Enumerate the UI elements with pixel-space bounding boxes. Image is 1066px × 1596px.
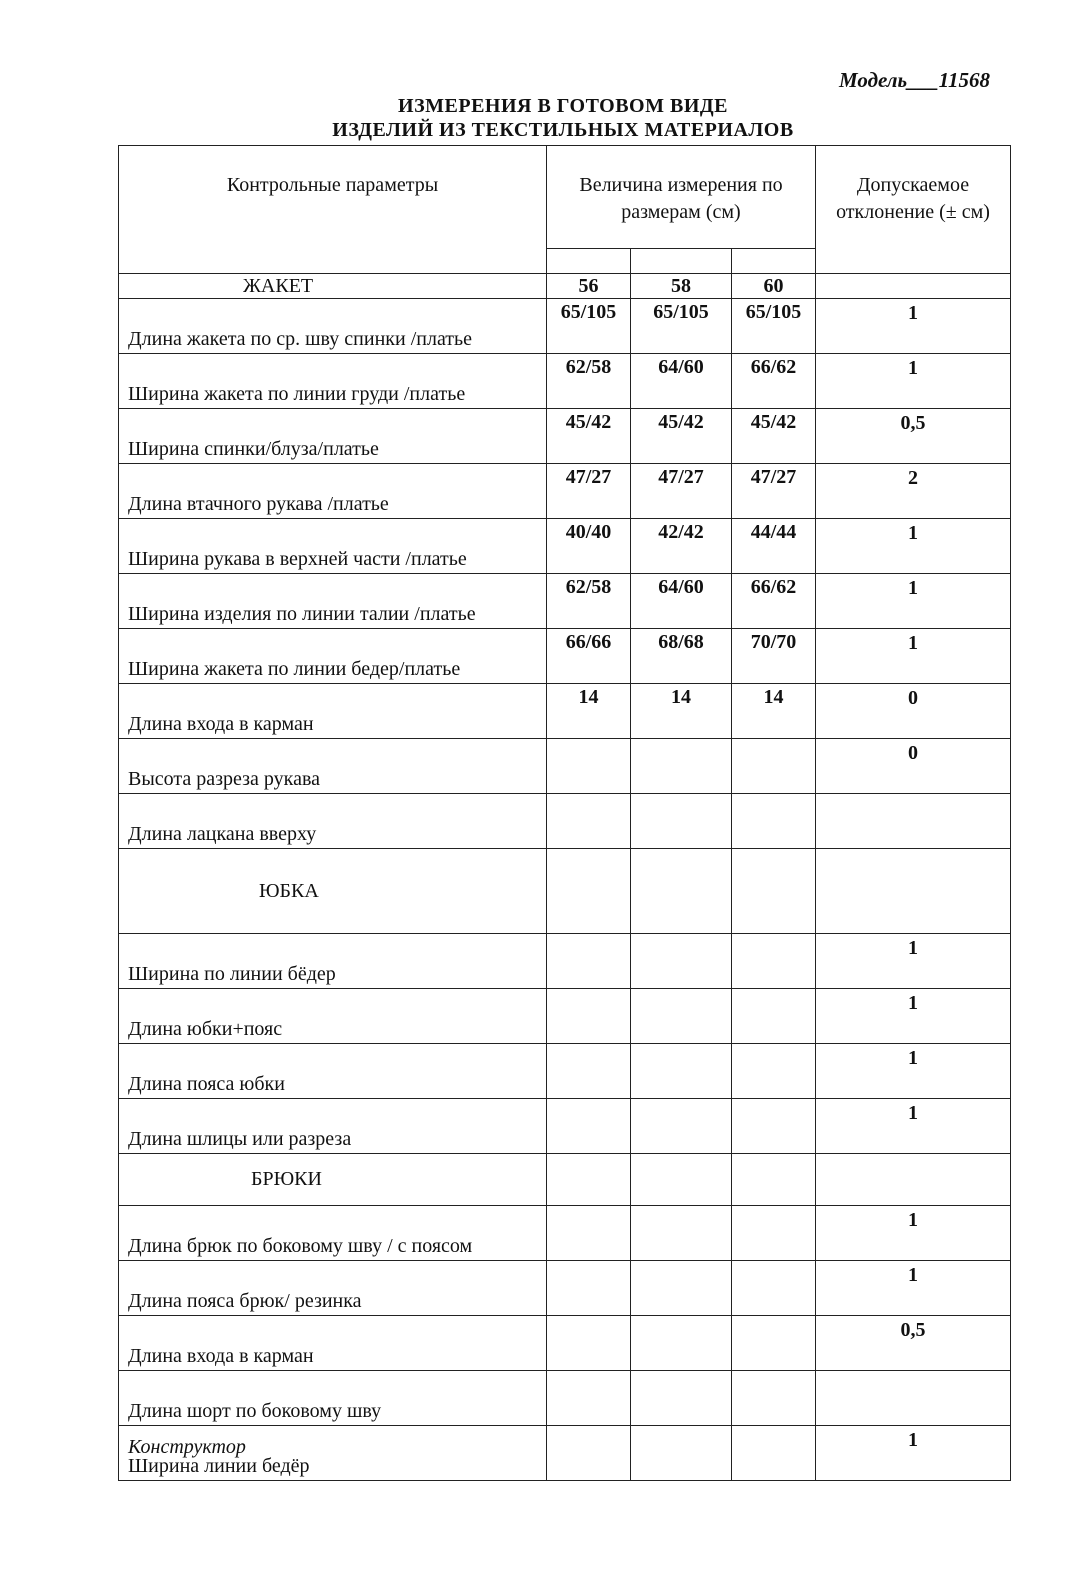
size-value-cell [732,1426,816,1481]
header-measure-line-2: размерам (см) [621,201,741,223]
empty-cell [816,274,1011,299]
size-value-cell [631,1371,732,1426]
empty-cell [631,1154,732,1206]
size-value-cell [547,1371,631,1426]
size-header: 60 [732,274,816,299]
size-value-cell: 64/60 [631,574,732,629]
constructor-signature-label: Конструктор [128,1436,246,1458]
size-value-cell: 14 [547,684,631,739]
tolerance-cell: 1 [816,519,1011,574]
parameter-name: Длина пояса юбки [119,1044,547,1099]
size-value-cell [732,934,816,989]
size-value-cell [732,739,816,794]
size-value-cell: 47/27 [732,464,816,519]
tolerance-cell: 2 [816,464,1011,519]
header-tolerance-line-2: отклонение (± см) [836,201,990,223]
size-value-cell: 64/60 [631,354,732,409]
size-value-cell: 66/62 [732,574,816,629]
parameter-name: Ширина жакета по линии бедер/платье [119,629,547,684]
size-value-cell [631,1099,732,1154]
size-value-cell [732,989,816,1044]
table-row [119,1371,1011,1426]
tolerance-cell: 1 [816,574,1011,629]
parameter-name: Длина шлицы или разреза [119,1099,547,1154]
tolerance-cell [816,794,1011,849]
parameter-name: Ширина спинки/блуза/платье [119,409,547,464]
tolerance-cell: 1 [816,1044,1011,1099]
size-value-cell: 45/42 [631,409,732,464]
size-value-cell [631,1426,732,1481]
table-row [119,1261,1011,1316]
size-value-cell: 40/40 [547,519,631,574]
size-value-cell [732,1261,816,1316]
size-value-cell [547,794,631,849]
size-value-cell [732,1044,816,1099]
header-measure-line-1: Величина измерения по [579,174,783,196]
model-number: Модель___11568 [838,68,990,92]
size-value-cell [631,1261,732,1316]
measurements-table [118,145,1011,1481]
tolerance-cell: 1 [816,1099,1011,1154]
size-value-cell [631,1316,732,1371]
size-value-cell [631,934,732,989]
size-header: 58 [631,274,732,299]
table-row [119,684,1011,739]
size-value-cell [547,934,631,989]
table-row [119,989,1011,1044]
section-title-jacket: ЖАКЕТ [119,274,547,299]
size-value-cell: 66/62 [732,354,816,409]
parameter-name: Ширина жакета по линии груди /платье [119,354,547,409]
size-value-cell [547,739,631,794]
parameter-name: Длина юбки+пояс [119,989,547,1044]
empty-cell [547,849,631,934]
tolerance-cell [816,1371,1011,1426]
header-tolerance-line-1: Допускаемое [856,174,970,196]
table-row [119,464,1011,519]
tolerance-cell: 1 [816,354,1011,409]
tolerance-cell: 1 [816,934,1011,989]
parameter-name: Длина входа в карман [119,684,547,739]
table-row [119,794,1011,849]
document-title-line-2: ИЗДЕЛИЙ ИЗ ТЕКСТИЛЬНЫХ МАТЕРИАЛОВ [332,119,794,141]
size-value-cell: 62/58 [547,354,631,409]
size-value-cell: 47/27 [547,464,631,519]
size-value-cell: 47/27 [631,464,732,519]
size-value-cell: 65/105 [732,299,816,354]
table-row [119,629,1011,684]
size-value-cell [732,1316,816,1371]
table-row [119,354,1011,409]
empty-cell [631,849,732,934]
empty-cell [816,1154,1011,1206]
size-value-cell [631,989,732,1044]
section-row-trousers [119,1154,1011,1206]
parameter-name: Длина пояса брюк/ резинка [119,1261,547,1316]
tolerance-cell: 0,5 [816,1316,1011,1371]
table-row [119,1099,1011,1154]
size-value-cell [547,1261,631,1316]
table-row [119,1316,1011,1371]
table-row [119,739,1011,794]
size-header: 56 [547,274,631,299]
tolerance-cell: 0 [816,739,1011,794]
parameter-name: Ширина по линии бёдер [119,934,547,989]
parameter-name: Длина шорт по боковому шву [119,1371,547,1426]
size-value-cell: 42/42 [631,519,732,574]
empty-cell [732,849,816,934]
tolerance-cell: 1 [816,1261,1011,1316]
parameter-name: Высота разреза рукава [119,739,547,794]
tolerance-cell: 0,5 [816,409,1011,464]
parameter-name: Длина втачного рукава /платье [119,464,547,519]
size-value-cell [732,1206,816,1261]
size-value-cell: 62/58 [547,574,631,629]
parameter-name: Ширина линии бедёр [119,1426,547,1481]
table-row [119,1044,1011,1099]
size-value-cell [547,1099,631,1154]
size-value-cell: 45/42 [732,409,816,464]
tolerance-cell: 0 [816,684,1011,739]
table-row [119,409,1011,464]
tolerance-cell: 1 [816,299,1011,354]
size-value-cell [547,1316,631,1371]
parameter-name: Ширина изделия по линии талии /платье [119,574,547,629]
subheader-cell [631,249,732,274]
size-value-cell [547,989,631,1044]
section-title-skirt: ЮБКА [119,849,547,934]
size-value-cell [631,1044,732,1099]
size-value-cell: 65/105 [547,299,631,354]
size-value-cell [547,1206,631,1261]
size-value-cell: 45/42 [547,409,631,464]
table-header-row [119,146,1011,249]
table-row [119,299,1011,354]
size-value-cell: 70/70 [732,629,816,684]
size-value-cell [732,794,816,849]
size-value-cell: 68/68 [631,629,732,684]
table-row [119,934,1011,989]
size-value-cell [631,794,732,849]
tolerance-cell: 1 [816,1426,1011,1481]
table-row [119,574,1011,629]
table-row [119,1426,1011,1481]
parameter-name: Ширина рукава в верхней части /платье [119,519,547,574]
parameter-name: Длина жакета по ср. шву спинки /платье [119,299,547,354]
subheader-cell [732,249,816,274]
section-row-jacket [119,274,1011,299]
parameter-name: Длина брюк по боковому шву / с поясом [119,1206,547,1261]
empty-cell [732,1154,816,1206]
size-value-cell [631,1206,732,1261]
section-row-skirt [119,849,1011,934]
empty-cell [816,849,1011,934]
size-value-cell [547,1044,631,1099]
size-value-cell [732,1371,816,1426]
size-value-cell: 14 [732,684,816,739]
header-measure [547,146,816,249]
empty-cell [547,1154,631,1206]
parameter-name: Длина входа в карман [119,1316,547,1371]
section-title-trousers: БРЮКИ [119,1154,547,1206]
header-tolerance [816,146,1011,274]
parameter-name: Длина лацкана вверху [119,794,547,849]
size-value-cell: 44/44 [732,519,816,574]
table-row [119,1206,1011,1261]
table-row [119,519,1011,574]
size-value-cell [732,1099,816,1154]
size-value-cell: 66/66 [547,629,631,684]
tolerance-cell: 1 [816,989,1011,1044]
subheader-cell [547,249,631,274]
size-value-cell: 65/105 [631,299,732,354]
size-value-cell [631,739,732,794]
size-value-cell: 14 [631,684,732,739]
size-value-cell [547,1426,631,1481]
tolerance-cell: 1 [816,629,1011,684]
header-param: Контрольные параметры [119,146,547,274]
document-title-line-1: ИЗМЕРЕНИЯ В ГОТОВОМ ВИДЕ [398,95,728,117]
tolerance-cell: 1 [816,1206,1011,1261]
